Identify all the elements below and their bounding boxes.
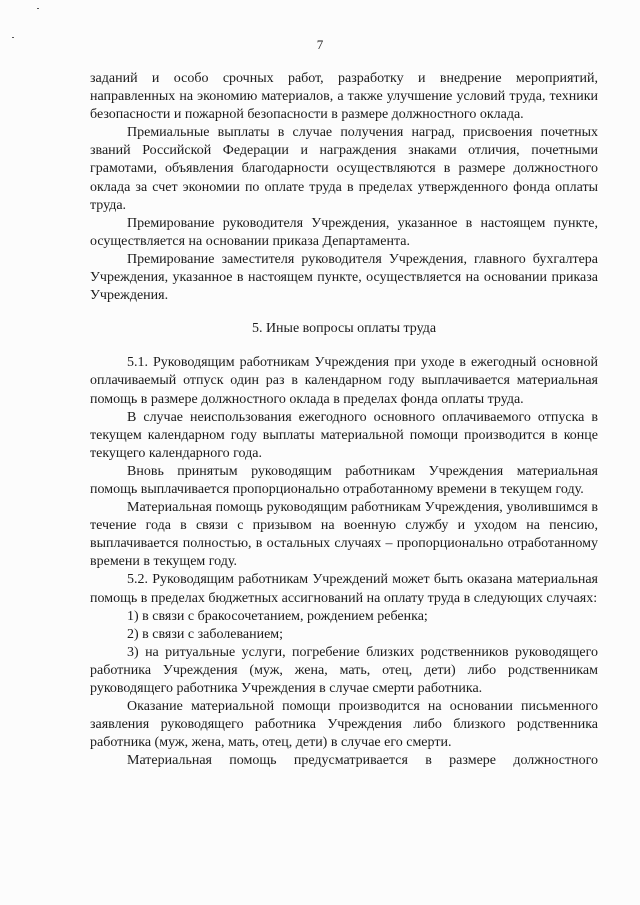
paragraph-application: Оказание материальной помощи производится на основании письменного заявления руководящего работника Учреждения либо близкого родственника работника (муж, жена, мать, отец, дети) в случае его смерти. xyxy=(90,699,598,751)
paragraph-deputy-bonus: Премирование заместителя руководителя Учреждения, главного бухгалтера Учреждения, указанное в настоящем пункте, осуществляется на основании приказа Учреждения. xyxy=(90,251,598,304)
paragraph-premium-payments: Премиальные выплаты в случае получения наград, присвоения почетных званий Российской Федерации и награждения знаками отличия, почетными грамотами, объявления благодарности осуществляются в размере должностного оклада за счет экономии по оплате труда в пределах утвержденного фонда оплаты труда. xyxy=(90,125,598,213)
paragraph-dismissed: Материальная помощь руководящим работникам Учреждения, уволившимся в течение года в связи с призывом на военную службу и уходом на пенсию, выплачивается полностью, в остальных случаях – пропорционально отработанному времени в текущем году. xyxy=(90,500,598,570)
paragraph-5-2: 5.2. Руководящим работникам Учреждений может быть оказана материальная помощь в пределах бюджетных ассигнований на оплату труда в следующих случаях: xyxy=(90,572,598,606)
scan-speck xyxy=(37,8,39,9)
list-item-2: 2) в связи с заболеванием; xyxy=(127,626,284,642)
list-item-1: 1) в связи с бракосочетанием, рождением ребенка; xyxy=(127,608,428,624)
paragraph-new-hires: Вновь принятым руководящим работникам Учреждения материальная помощь выплачивается пропорционально отработанному времени в текущем году. xyxy=(90,463,598,497)
page-number: 7 xyxy=(316,37,324,52)
paragraph-unused-leave: В случае неиспользования ежегодного основного оплачиваемого отпуска в текущем календарном году выплаты материальной помощи производится в конце текущего календарного года. xyxy=(90,409,598,461)
list-item-3: 3) на ритуальные услуги, погребение близких родственников руководящего работника Учреждения (муж, жена, мать, отец, дети) либо родственникам руководящего работника Учреждения в случае смерти работника. xyxy=(90,644,598,696)
paragraph-amount: Материальная помощь предусматривается в размере должностного xyxy=(127,753,598,769)
paragraph-head-bonus: Премирование руководителя Учреждения, указанное в настоящем пункте, осуществляется на основании приказа Департамента. xyxy=(90,215,598,249)
paragraph-continuation: заданий и особо срочных работ, разработку и внедрение мероприятий, направленных на экономию материалов, а также улучшение условий труда, техники безопасности и пожарной безопасности в размере должностного оклада. xyxy=(90,71,598,123)
section-heading: 5. Иные вопросы оплаты труда xyxy=(251,321,437,337)
document-body xyxy=(90,70,598,770)
paragraph-5-1: 5.1. Руководящим работникам Учреждения при уходе в ежегодный основной оплачиваемый отпуск один раз в календарном году выплачивается материальная помощь в размере должностного оклада в пределах фонда оплаты труда. xyxy=(90,355,598,407)
